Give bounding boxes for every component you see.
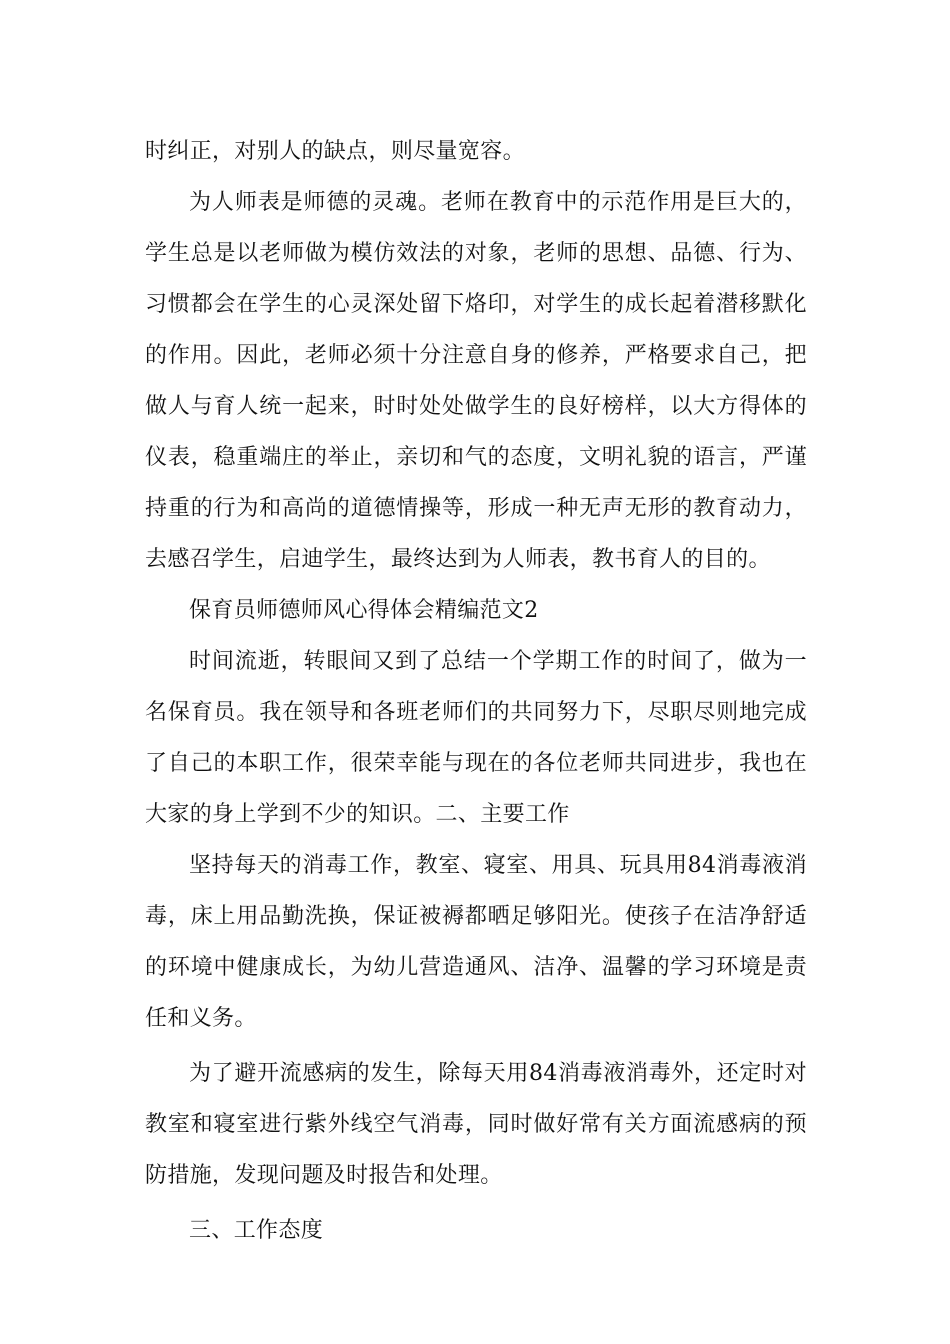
paragraph-semester-summary: 时间流逝，转眼间又到了总结一个学期工作的时间了，做为一名保育员。我在领导和各班老师们的共同努力下，尽职尽则地完成了自己的本职工作，很荣幸能与现在的各位老师共同进步，我也在大家的身上学到不少的知识。二、主要工作	[145, 649, 807, 827]
paragraph-role-model: 为人师表是师德的灵魂。老师在教育中的示范作用是巨大的，学生总是以老师做为模仿效法的对象，老师的思想、品德、行为、习惯都会在学生的心灵深处留下烙印，对学生的成长起着潜移默化的作用。因此，老师必须十分注意自身的修养，严格要求自己，把做人与育人统一起来，时时处处做学生的良好榜样，以大方得体的仪表，稳重端庄的举止，亲切和气的态度，文明礼貌的语言，严谨持重的行为和高尚的道德情操等，形成一种无声无形的教育动力，去感召学生，启迪学生，最终达到为人师表，教书育人的目的。	[145, 190, 807, 572]
section-heading-sample-2: 保育员师德师风心得体会精编范文2	[189, 598, 539, 623]
paragraph-disinfection: 坚持每天的消毒工作，教室、寝室、用具、玩具用84消毒液消毒，床上用品勤洗换，保证被褥都晒足够阳光。使孩子在洁净舒适的环境中健康成长，为幼儿营造通风、洁净、温馨的学习环境是责任和义务。	[145, 853, 807, 1031]
section-heading-work-attitude: 三、工作态度	[189, 1218, 324, 1243]
document-body	[145, 126, 807, 1256]
paragraph-flu-prevention: 为了避开流感病的发生，除每天用84消毒液消毒外，还定时对教室和寝室进行紫外线空气消毒，同时做好常有关方面流感病的预防措施，发现问题及时报告和处理。	[145, 1061, 807, 1188]
paragraph-continuation: 时纠正，对别人的缺点，则尽量宽容。	[145, 139, 525, 164]
